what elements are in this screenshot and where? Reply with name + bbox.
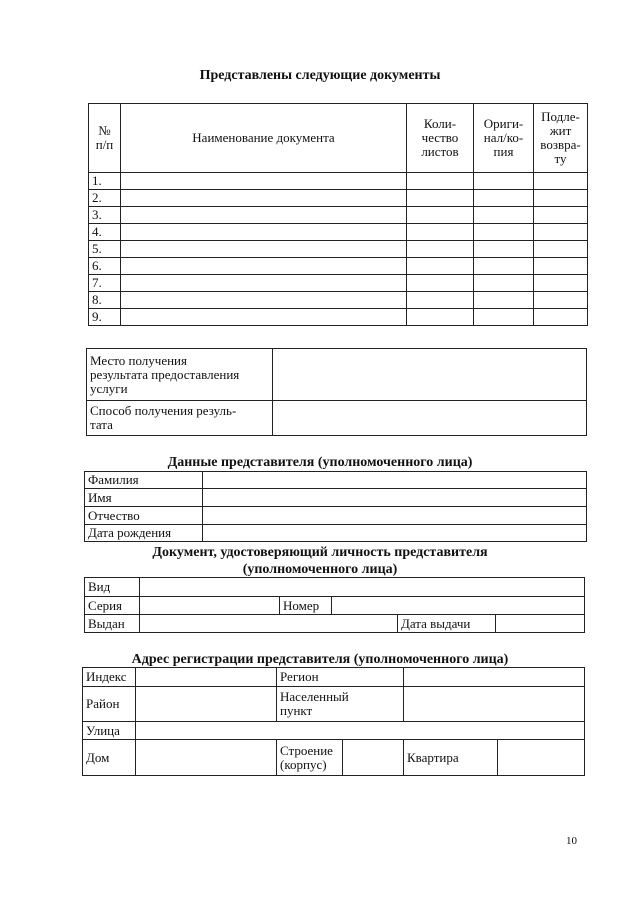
cell-original[interactable] [474,309,534,326]
cell-name[interactable] [121,224,407,241]
cell-original[interactable] [474,241,534,258]
table-row [89,241,588,258]
cell-name[interactable] [121,309,407,326]
address-title: Адрес регистрации представителя (уполномоченного лица) [131,652,509,667]
locality-field[interactable] [404,687,585,722]
address-table [82,667,585,776]
issued-by-field[interactable] [140,615,398,633]
cell-count[interactable] [407,292,474,309]
cell-name[interactable] [121,190,407,207]
cell-original[interactable] [474,190,534,207]
index-field[interactable] [136,668,277,687]
row-number: 2. [89,190,121,207]
cell-return[interactable] [534,173,588,190]
series-label: Серия [85,597,140,615]
apartment-field[interactable] [498,740,585,776]
id-document-table [84,577,585,633]
cell-return[interactable] [534,292,588,309]
table-row [89,224,588,241]
result-place-label: Место получения результата предоставления услуги [87,349,273,401]
kind-label: Вид [85,578,140,597]
kind-field[interactable] [140,578,585,597]
issue-date-field[interactable] [496,615,585,633]
cell-original[interactable] [474,207,534,224]
house-field[interactable] [136,740,277,776]
row-number: 1. [89,173,121,190]
cell-count[interactable] [407,207,474,224]
row-number: 8. [89,292,121,309]
cell-count[interactable] [407,241,474,258]
cell-original[interactable] [474,224,534,241]
district-field[interactable] [136,687,277,722]
cell-name[interactable] [121,258,407,275]
row-number: 6. [89,258,121,275]
table-row [89,275,588,292]
surname-field[interactable] [203,472,587,489]
table-row [89,173,588,190]
header-sheet-count: Коли- чество листов [407,104,474,173]
cell-return[interactable] [534,309,588,326]
cell-name[interactable] [121,173,407,190]
cell-return[interactable] [534,190,588,207]
header-document-name: Наименование документа [121,104,407,173]
table-row [89,190,588,207]
documents-title: Представлены следующие документы [199,68,441,83]
cell-count[interactable] [407,309,474,326]
number-field[interactable] [332,597,585,615]
table-row [89,258,588,275]
cell-return[interactable] [534,207,588,224]
cell-original[interactable] [474,275,534,292]
table-row [89,292,588,309]
header-number: № п/п [89,104,121,173]
cell-original[interactable] [474,173,534,190]
table-row [89,207,588,224]
building-label: Строение (корпус) [277,740,343,776]
row-number: 3. [89,207,121,224]
cell-return[interactable] [534,258,588,275]
cell-count[interactable] [407,173,474,190]
id-document-title: Документ, удостоверяющий личность представителя [152,545,488,560]
locality-label: Населенный пункт [277,687,404,722]
cell-name[interactable] [121,275,407,292]
building-field[interactable] [343,740,404,776]
cell-count[interactable] [407,275,474,292]
number-label: Номер [280,597,332,615]
header-original-copy: Ориги- нал/ко- пия [474,104,534,173]
documents-header-row [89,104,588,173]
cell-count[interactable] [407,224,474,241]
cell-original[interactable] [474,258,534,275]
cell-count[interactable] [407,258,474,275]
result-table [86,348,587,436]
street-field[interactable] [136,722,585,740]
birthdate-label: Дата рождения [85,525,203,542]
name-field[interactable] [203,489,587,507]
house-label: Дом [83,740,136,776]
row-number: 9. [89,309,121,326]
cell-original[interactable] [474,292,534,309]
table-row [89,309,588,326]
series-field[interactable] [140,597,280,615]
representative-title: Данные представителя (уполномоченного лица) [167,455,473,470]
representative-table [84,471,587,542]
page-number: 10 [566,835,577,847]
street-label: Улица [83,722,136,740]
name-label: Имя [85,489,203,507]
id-document-subtitle: (уполномоченного лица) [242,562,398,577]
cell-name[interactable] [121,292,407,309]
cell-name[interactable] [121,207,407,224]
cell-return[interactable] [534,224,588,241]
region-label: Регион [277,668,404,687]
cell-return[interactable] [534,275,588,292]
index-label: Индекс [83,668,136,687]
region-field[interactable] [404,668,585,687]
district-label: Район [83,687,136,722]
patronymic-label: Отчество [85,507,203,525]
issue-date-label: Дата выдачи [398,615,496,633]
patronymic-field[interactable] [203,507,587,525]
cell-count[interactable] [407,190,474,207]
header-to-return: Подле- жит возвра- ту [534,104,588,173]
birthdate-field[interactable] [203,525,587,542]
row-number: 7. [89,275,121,292]
result-place-field[interactable] [273,349,587,401]
result-method-label: Способ получения резуль- тата [87,401,273,436]
row-number: 5. [89,241,121,258]
surname-label: Фамилия [85,472,203,489]
cell-name[interactable] [121,241,407,258]
issued-by-label: Выдан [85,615,140,633]
documents-table [88,103,588,326]
result-method-field[interactable] [273,401,587,436]
row-number: 4. [89,224,121,241]
apartment-label: Квартира [404,740,498,776]
cell-return[interactable] [534,241,588,258]
